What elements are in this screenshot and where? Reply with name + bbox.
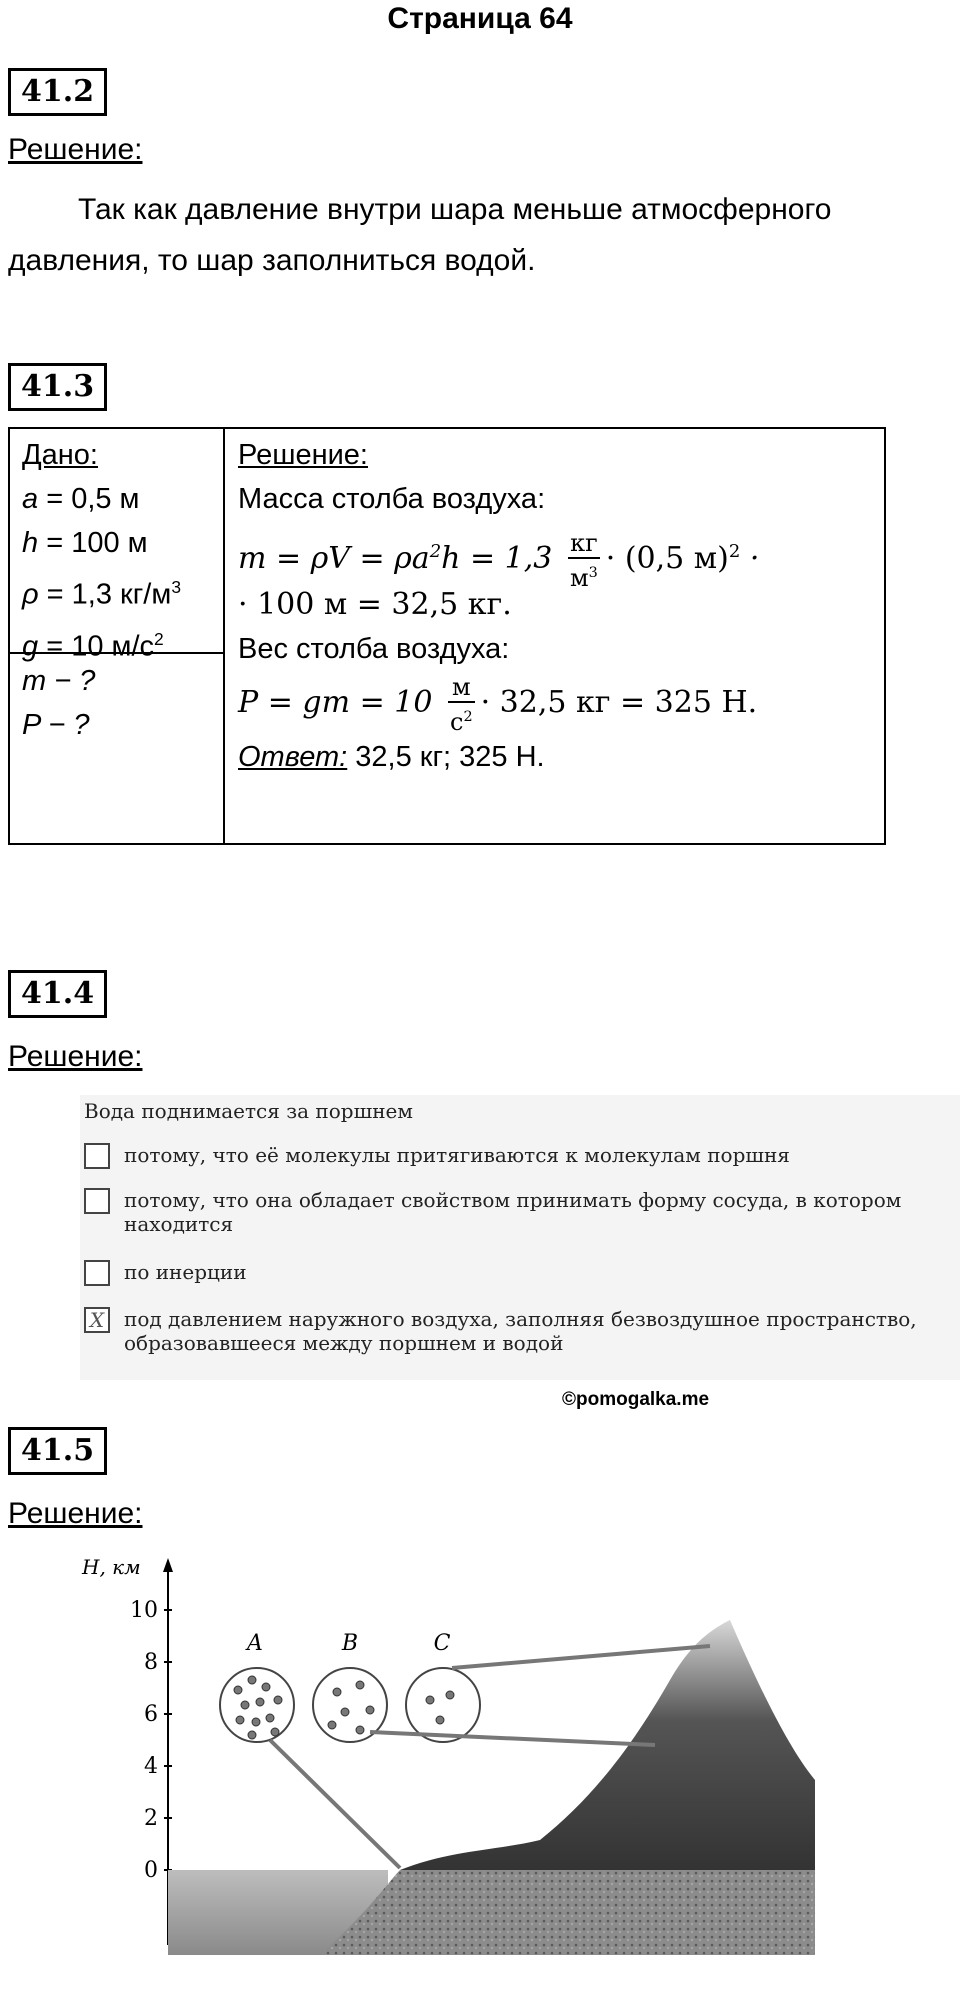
mass-formula: $m = \rho V = \rho a^2h = 1,3$ $\frac{кг}{м^3}$ · (0,5 м)$^2$ · (238, 528, 760, 592)
answer: Ответ: 32,5 кг; 325 Н. (238, 741, 545, 773)
given-solution-table (8, 427, 886, 845)
solution-text-line-1: Так как давление внутри шара меньше атмосферного (78, 193, 832, 226)
given-rho: ρ = 1,3 $кг/м^3$ (22, 577, 181, 611)
mountain (400, 1620, 815, 1870)
pointer-a (270, 1740, 400, 1868)
y-axis-arrow (163, 1558, 173, 1572)
pointer-c (452, 1646, 710, 1668)
quiz-scan: Вода поднимается за поршнем потому, что её молекулы притягиваются к молекулам поршня потому, что она обладает свойством принимать форму сосуда, в котором находится по инерции X под давлением наружного воздуха, заполняя безвоздушное пространство, образовавшееся между поршнем и водой (80, 1095, 960, 1380)
find-m: m − ? (22, 665, 96, 697)
solution-label-41-5: Решение: (8, 1497, 143, 1530)
given-label: Дано: (22, 439, 98, 471)
solution-label-41-2: Решение: (8, 133, 143, 166)
altitude-figure (70, 1550, 820, 1960)
problem-number-41-2: 41.2 (8, 68, 107, 116)
problem-number-41-4: 41.4 (8, 970, 107, 1018)
checkbox[interactable] (84, 1188, 110, 1214)
checkbox[interactable] (84, 1260, 110, 1286)
circle-label-b: B (341, 1631, 359, 1656)
tick-label: 10 (130, 1598, 158, 1623)
ground (320, 1870, 815, 1955)
checkbox[interactable] (84, 1143, 110, 1169)
solution-label-41-3: Решение: (238, 439, 368, 471)
problem-number-41-5: 41.5 (8, 1427, 107, 1475)
quiz-question: Вода поднимается за поршнем (84, 1099, 413, 1123)
mass-line-2: · 100 м = 32,5 кг. (238, 587, 512, 622)
air-sample-c (406, 1668, 480, 1742)
given-g: g = 10 $м/с^2$ (22, 628, 164, 663)
tick-label: 2 (144, 1806, 158, 1831)
watermark: ©pomogalka.me (562, 1389, 710, 1410)
problem-number-41-3: 41.3 (8, 363, 107, 411)
solution-label-41-4: Решение: (8, 1040, 143, 1073)
circle-label-a: A (247, 1631, 263, 1656)
page-title: Страница 64 (387, 2, 573, 35)
given-h: h = 100 м (22, 527, 148, 559)
pointer-b (370, 1732, 655, 1745)
find-p: P − ? (22, 709, 90, 741)
tick-label: 6 (144, 1702, 158, 1727)
circle-label-c: C (433, 1631, 451, 1656)
axis-label: H, км (82, 1555, 141, 1579)
given-a: a = 0,5 м (22, 483, 140, 515)
tick-label: 0 (144, 1858, 158, 1883)
weight-label: Вес столба воздуха: (238, 633, 510, 665)
tick-label: 8 (144, 1650, 158, 1675)
mass-label: Масса столба воздуха: (238, 483, 546, 515)
checkbox-checked[interactable]: X (84, 1307, 110, 1333)
tick-label: 4 (144, 1754, 158, 1779)
weight-formula: P = gm = 10 $\frac{м}{с^2}$ · 32,5 кг = 325 Н. (238, 672, 758, 736)
solution-text-line-2: давления, то шар заполниться водой. (8, 244, 536, 277)
